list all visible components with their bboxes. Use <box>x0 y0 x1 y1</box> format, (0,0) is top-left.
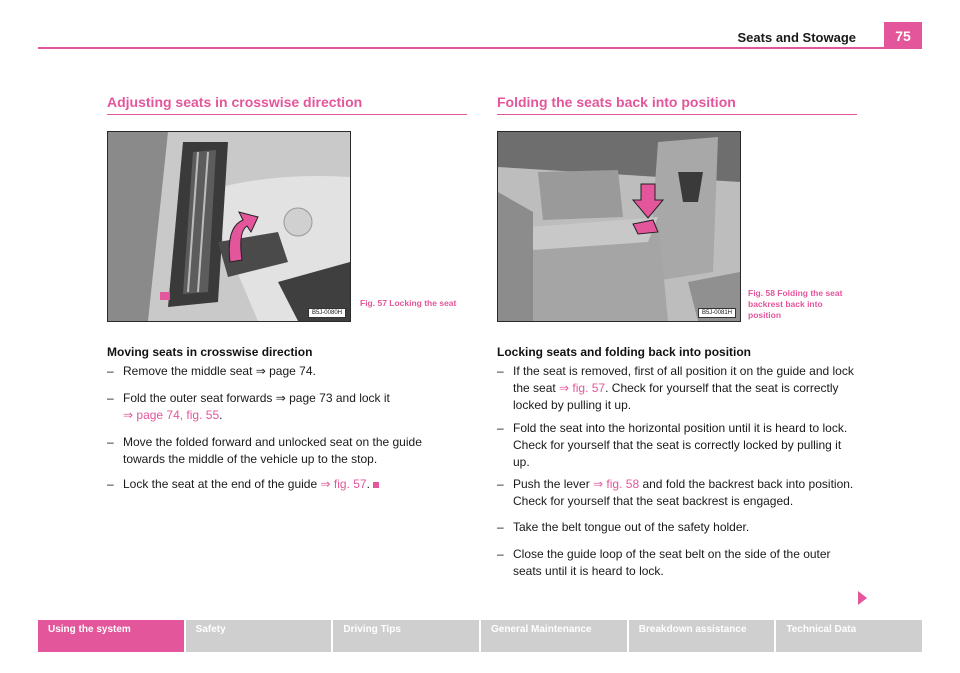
tab-using-the-system[interactable]: Using the system <box>38 620 186 652</box>
cross-ref-link[interactable]: ⇒ fig. 57 <box>559 381 606 395</box>
chapter-nav-bar <box>38 620 922 652</box>
section-end-mark <box>373 482 379 488</box>
list-item: – Remove the middle seat ⇒ page 74. <box>107 364 316 378</box>
list-item: – Close the guide loop of the seat belt on the side of the outer seats until it is heard to lock. <box>497 547 831 578</box>
figure-57-code: B5J-0080H <box>308 308 346 318</box>
tab-driving-tips[interactable]: Driving Tips <box>333 620 481 652</box>
cross-ref-link[interactable]: ⇒ fig. 57 <box>320 477 367 491</box>
left-subheading: Moving seats in crosswise direction <box>107 345 313 359</box>
seat-locking-illustration <box>108 132 350 321</box>
right-section-title: Folding the seats back into position <box>497 94 736 110</box>
figure-58-photo <box>497 131 741 322</box>
list-item: – Fold the outer seat forwards ⇒ page 73 and lock it ⇒ page 74, fig. 55. <box>107 391 390 422</box>
figure-58-code: B5J-0081H <box>698 308 736 318</box>
figure-58-caption: Fig. 58 Folding the seat backrest back into position <box>748 288 843 320</box>
tab-breakdown-assistance[interactable]: Breakdown assistance <box>629 620 777 652</box>
list-item: – Fold the seat into the horizontal position until it is heard to lock. Check for yourself that the seat is correctly locked by pulling it up. <box>497 421 848 469</box>
cross-ref-link[interactable]: ⇒ page 74, fig. 55 <box>123 408 220 422</box>
next-page-arrow-icon[interactable] <box>858 591 867 605</box>
tab-technical-data[interactable]: Technical Data <box>776 620 922 652</box>
left-section-title: Adjusting seats in crosswise direction <box>107 94 363 110</box>
seat-folding-illustration <box>498 132 740 321</box>
list-item: – Take the belt tongue out of the safety holder. <box>497 520 750 534</box>
cross-ref-link[interactable]: ⇒ fig. 58 <box>593 477 640 491</box>
list-item: – Push the lever ⇒ fig. 58 and fold the backrest back into position. Check for yourself that the seat backrest is engaged. <box>497 477 854 508</box>
tab-general-maintenance[interactable]: General Maintenance <box>481 620 629 652</box>
figure-57-photo <box>107 131 351 322</box>
figure-57-caption: Fig. 57 Locking the seat <box>360 298 457 308</box>
page-number: 75 <box>884 22 922 48</box>
list-item: – Move the folded forward and unlocked seat on the guide towards the middle of the vehicle up to the stop. <box>107 435 422 466</box>
tab-safety[interactable]: Safety <box>186 620 334 652</box>
right-section-rule <box>497 114 857 115</box>
left-section-rule <box>107 114 467 115</box>
right-subheading: Locking seats and folding back into position <box>497 345 752 359</box>
running-header-title: Seats and Stowage <box>737 30 856 45</box>
list-item: – Lock the seat at the end of the guide ⇒ fig. 57. <box>107 476 467 493</box>
list-item: – If the seat is removed, first of all position it on the guide and lock the seat ⇒ fig. 57. Check for yourself that the seat is correctly locked by pulling it up. <box>497 364 854 412</box>
header-rule <box>38 47 922 49</box>
